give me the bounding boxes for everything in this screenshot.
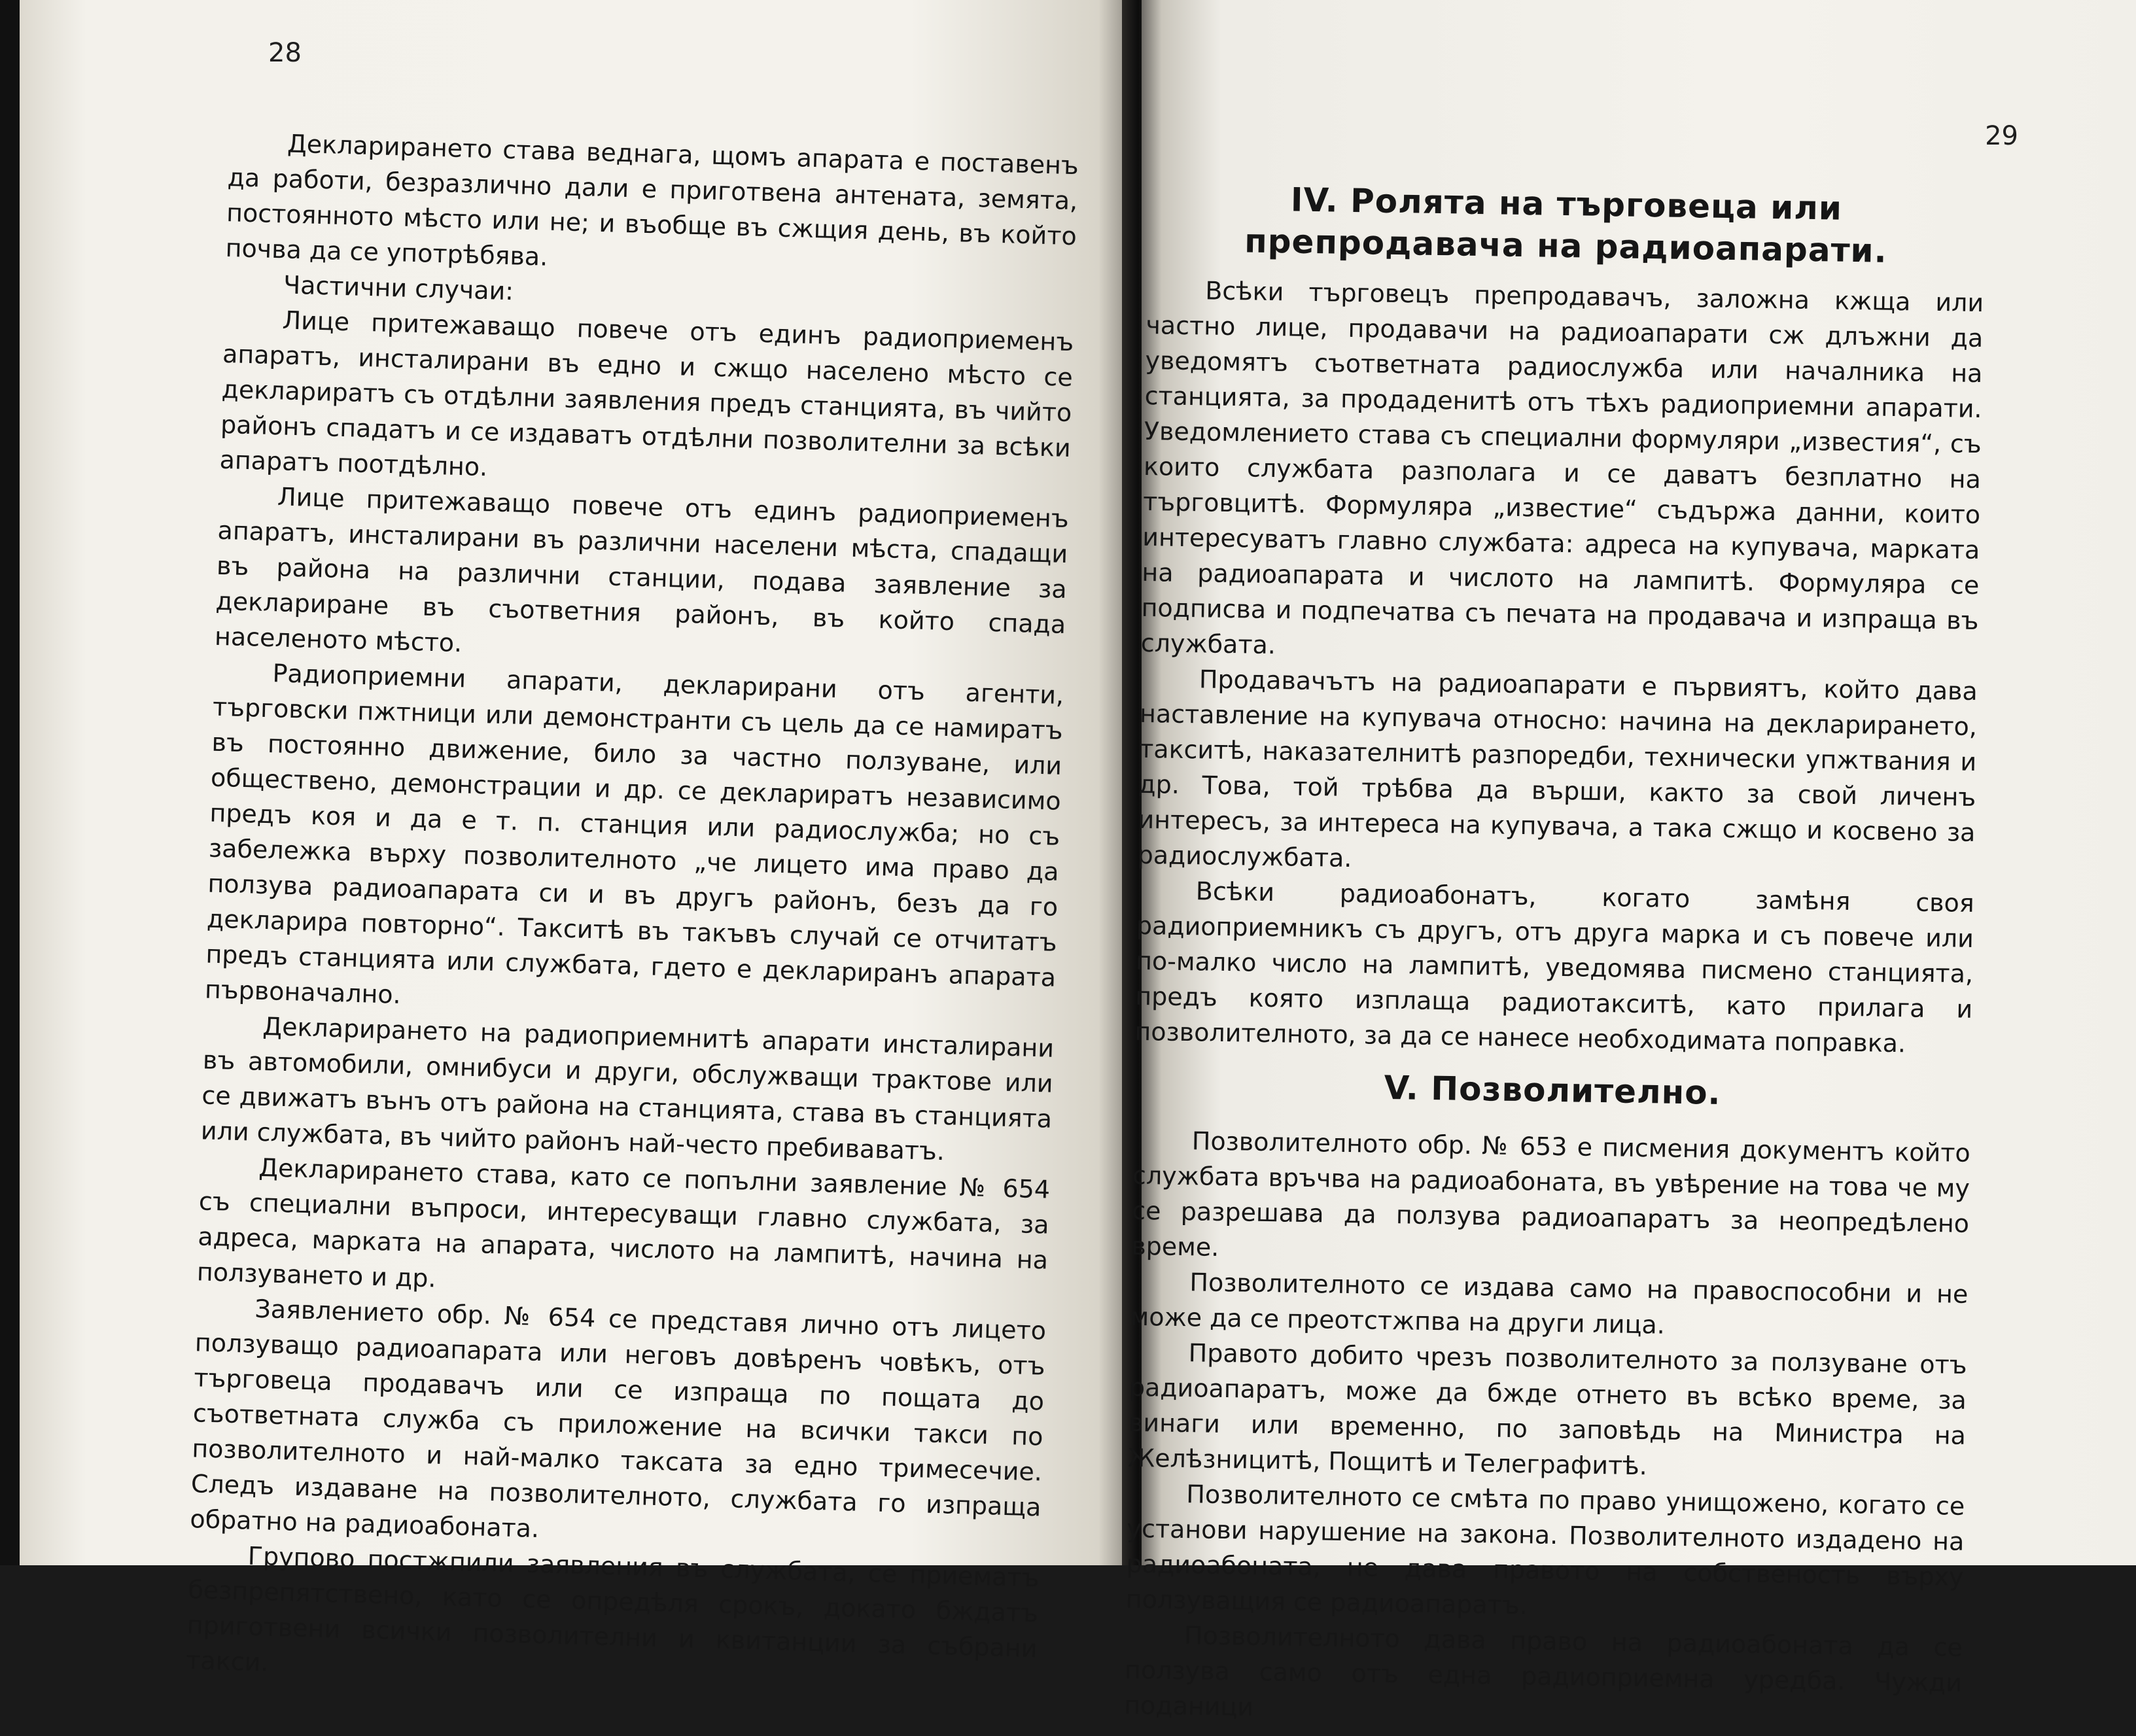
paragraph: Декларирането става веднага, щомъ апарата е поставенъ да работи, безразлично дали е приготвена антената, земята, постоянното мѣсто или не; и въобще въ сжщия день, въ който почва да се употрѣбява. bbox=[225, 129, 1079, 271]
chapter-title: IV. Ролята на търговеца или препродавача на радиоапарати. bbox=[1244, 181, 1888, 270]
paragraph: Радиоприемни апарати, декларирани отъ агенти, търговски пжтници или демонстранти съ цель да се намиратъ въ постоянно движение, било за частно ползуване, или обществено, демонстрации и др. се деклариратъ независимо предъ коя и да е т. п. станция или радиослужба; но съ забележка върху позволителното „че лицето има право да ползува радиоапарата си и въ другъ районъ, безъ да го декларира повторно“. Такситѣ въ такъвъ случай се отчитатъ предъ станцията или службата, гдето е деклариранъ апарата първоначално. bbox=[204, 659, 1064, 1009]
left-page bbox=[20, 0, 1132, 1677]
section-title: V. Позволително. bbox=[1384, 1068, 1722, 1112]
right-page bbox=[1123, 0, 2136, 1722]
paragraph: Позволителното се издава само на правоспособни и не може да се преотстжпва на други лица. bbox=[1130, 1268, 1969, 1340]
paragraph-subheading: Частични случаи: bbox=[283, 270, 514, 306]
paragraph: Декларирането на радиоприемнитѣ апарати инсталирани въ автомобили, омнибуси и други, обслужващи трактове или се движатъ вънъ отъ района на станцията, става въ станцията или службата, въ чийто районъ най-често пребиваватъ. bbox=[200, 1011, 1055, 1166]
paragraph: Позволителното дава право на радиоабоната да се ползува само отъ една радиоприемна уредба. Чужди поданици bbox=[1123, 1621, 1963, 1722]
paragraph: Декларирането става, като се попълни заявление № 654 съ специални въпроси, интересуващи главно службата, за адреса, марката на апарата, числото на лампитѣ, начина на ползуването и др. bbox=[196, 1153, 1051, 1293]
paragraph: Групово постжпили заявления въ службата, се приематъ безпрепятствено, като се опредѣля срокъ, докато бждатъ приготвени всички позволителни и квитанции за събрани такси. bbox=[185, 1541, 1040, 1677]
paragraph: Заявлението обр. № 654 се представя лично отъ лицето ползуващо радиоапарата или неговъ довѣренъ човѣкъ, отъ търговеца продавачъ или се изпраща по пощата до съответната служба съ приложение на всички такси по позволителното и най-малко таксата за едно тримесечие. Следъ издаване на позволителното, службата го изпраща обратно на радиоабоната. bbox=[189, 1294, 1047, 1544]
paragraph: Правото добито чрезъ позволителното за ползуване отъ радиоапаратъ, може да бжде отнето въ всѣко време, за винаги или временно, по заповѣдь на Министра на Желѣзницитѣ, Пощитѣ и Телеграфитѣ. bbox=[1127, 1338, 1967, 1481]
paragraph: Лице притежаващо повече отъ единъ радиоприеменъ апаратъ, инсталирани въ различни населени мѣста, спадащи въ района на различни станции, подава заявление за деклариране въ съответния районъ, въ който спада населеното мѣсто. bbox=[214, 482, 1070, 658]
paragraph: Позволителното обр. № 653 е писмения документъ който службата връчва на радиоабоната, въ увѣрение на това че му се разрешава да ползува радиоапаратъ за неопредѣлено време. bbox=[1130, 1126, 1971, 1262]
page-number-left: 28 bbox=[268, 38, 302, 68]
page-number-right: 29 bbox=[1985, 121, 2018, 151]
paragraph: Всѣки търговецъ препродавачъ, заложна кжща или частно лице, продавачи на радиоапарати сж длъжни да уведомятъ съответната радиослужба или началника на станцията, за продаденитѣ отъ тѣхъ радиоприемни апарати. Уведомлението става съ специални формуляри „известия“, съ които службата разполага и се даватъ безплатно на търговцитѣ. Формуляра „известие“ съдържа данни, които интересуватъ главно службата: адреса на купувача, марката на радиоапарата и числото на лампитѣ. Формуляра се подписва и подпечатва съ печата на продавача и изпраща въ службата. bbox=[1140, 276, 1984, 660]
left-page-body bbox=[186, 124, 1079, 1701]
paragraph: Лице притежаващо повече отъ единъ радиоприеменъ апаратъ, инсталирани въ едно и сжщо населено мѣсто се деклариратъ съ отдѣлни заявления предъ станцията, въ чийто районъ спадатъ и се издаватъ отдѣлни позволителни за всѣки апаратъ поотдѣлно. bbox=[219, 305, 1074, 482]
paragraph: Продавачътъ на радиоапарати е първиятъ, който дава наставление на купувача относно: начина на декларирането, такситѣ, наказателнитѣ разпоредби, технически упжтвания и др. Това, той трѣбва да върши, както за свой личенъ интересъ, за интереса на купувача, а така сжщо и косвено за радиослужбата. bbox=[1137, 665, 1978, 873]
paragraph: Всѣки радиоабонатъ, когато замѣня своя радиоприемникъ съ другъ, отъ друга марка и съ повече или по-малко число на лампитѣ, уведомява писмено станцията, предъ която изплаща радиотакситѣ, като прилага и позволителното, за да се нанесе необходимата поправка. bbox=[1134, 877, 1975, 1058]
paragraph: Позволителното се смѣта по право унищожено, когато се установи нарушение на закона. Позволителното издадено на радиоабоната, не дава правото на собственость върху ползуващия се радиоапаратъ. bbox=[1125, 1480, 1965, 1620]
right-page-body bbox=[1124, 177, 1986, 1736]
